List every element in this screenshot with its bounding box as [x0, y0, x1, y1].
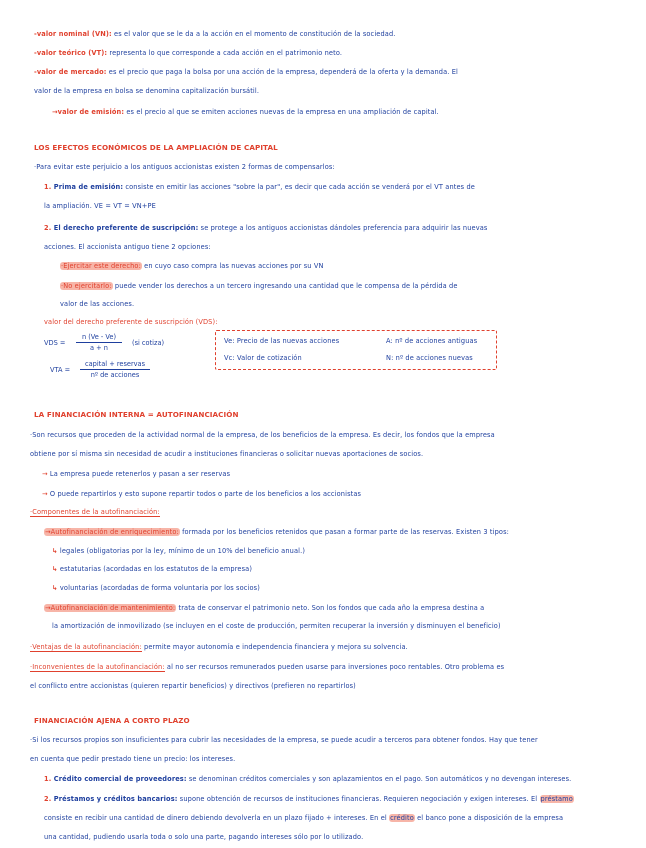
note-text: obtiene por sí misma sin necesidad de acudir a instituciones financieras o solicitar nuevas aportaciones de socios. [30, 450, 424, 458]
note-text: una cantidad, pudiendo usarla toda o solo una parte, pagando intereses sólo por lo utilizado. [44, 833, 364, 841]
note-text: -valor nominal (VN): [34, 30, 112, 38]
note-text: el banco pone a disposición de la empresa [414, 814, 564, 822]
vta-denominator: nº de acciones [90, 371, 140, 379]
note-line [44, 604, 484, 613]
note-text: valor de la empresa en bolsa se denomina capitalización bursátil. [34, 87, 260, 95]
note-text: → [42, 490, 48, 498]
note-text: préstamo [540, 795, 573, 803]
note-text: es el precio que paga la bolsa por una acción de la empresa, dependerá de la oferta y la demanda. El [106, 68, 458, 76]
note-text: crédito [390, 814, 414, 822]
note-text: la ampliación. VE = VT = VN+PE [44, 202, 156, 210]
note-text: consiste en recibir una cantidad de dinero debiendo devolverla en un plazo fijado + intereses. En el [44, 814, 390, 822]
note-line [44, 795, 574, 804]
note-text: formada por los beneficios retenidos que pasan a formar parte de las reservas. Existen 3 tipos: [179, 528, 509, 536]
note-text: →Autofinanciación de mantenimiento: [45, 604, 176, 612]
vta-numerator: capital + reservas [84, 360, 146, 368]
note-text: 1. [44, 775, 52, 783]
note-text: valor del derecho preferente de suscripción (VDS): [44, 318, 218, 326]
note-text: trata de conservar el patrimonio neto. Son los fondos que cada año la empresa destina a [176, 604, 485, 612]
note-text: al no ser recursos remunerados pueden usarse para inversiones poco rentables. Otro problema es [164, 663, 505, 671]
note-line [30, 736, 538, 745]
note-text: supone obtención de recursos de instituciones financieras. Requieren negociación y exigen intereses. El [177, 795, 540, 803]
note-line [60, 300, 134, 309]
note-text: ·Si los recursos propios son insuficientes para cubrir las necesidades de la empresa, se puede acudir a terceros para obtener fondos. Hay que tener [30, 736, 538, 744]
note-line [30, 663, 504, 672]
note-line [30, 431, 495, 440]
note-text: O puede repartirlos y esto supone repartir todos o parte de los beneficios a los accionistas [47, 490, 362, 498]
note-line [30, 508, 160, 517]
note-text: acciones. El accionista antiguo tiene 2 opciones: [44, 243, 211, 251]
legend-ve: Ve: Precio de las nuevas acciones [224, 337, 340, 345]
note-line [42, 490, 361, 499]
note-line [44, 243, 211, 252]
note-text: →Autofinanciación de enriquecimiento: [45, 528, 179, 536]
note-line [52, 622, 501, 631]
note-text: el conflicto entre accionistas (quieren repartir beneficios) y directivos (prefieren no repartirlos) [30, 682, 356, 690]
legend-a: A: nº de acciones antiguas [386, 337, 478, 345]
note-line [52, 547, 305, 556]
note-line [34, 410, 239, 420]
note-text: ·Son recursos que proceden de la actividad normal de la empresa, de los beneficios de la empresa. Es decir, los fondos que la empresa [30, 431, 495, 439]
note-line [44, 183, 475, 192]
note-line [44, 224, 487, 233]
note-text: LA FINANCIACIÓN INTERNA = AUTOFINANCIACIÓN [34, 410, 239, 419]
note-line [44, 202, 156, 211]
note-line [44, 814, 563, 823]
note-text: en cuenta que pedir prestado tiene un precio: los intereses. [30, 755, 236, 763]
vta-label: VTA = [50, 366, 71, 374]
note-line [44, 775, 571, 784]
vds-note: (si cotiza) [132, 339, 165, 347]
legend-vc: Vc: Valor de cotización [224, 354, 302, 362]
note-text: estatutarias (acordadas en los estatutos de la empresa) [57, 565, 253, 573]
note-line [34, 68, 458, 77]
note-text: 2. [44, 795, 52, 803]
note-text: Préstamos y créditos bancarios: [51, 795, 178, 803]
note-line [52, 565, 252, 574]
note-text: ·Ejercitar este derecho: [61, 262, 141, 270]
note-line [34, 163, 335, 172]
note-text: Prima de emisión: [51, 183, 124, 191]
note-line [30, 450, 423, 459]
vds-fraction [76, 333, 122, 352]
variables-legend-box [215, 330, 497, 370]
note-line [30, 643, 408, 652]
vds-numerator: n (Ve - Ve) [81, 333, 117, 341]
note-text: se protege a los antiguos accionistas dándoles preferencia para adquirir las nuevas [198, 224, 488, 232]
note-text: ↳ [52, 584, 58, 592]
note-text: permite mayor autonomía e independencia financiera y mejora su solvencia. [141, 643, 408, 651]
note-text: es el valor que se le da a la acción en el momento de constitución de la sociedad. [111, 30, 396, 38]
note-text: se denominan créditos comerciales y son aplazamientos en el pago. Son automáticos y no devengan intereses. [186, 775, 572, 783]
note-text: -valor de mercado: [34, 68, 107, 76]
note-text: consiste en emitir las acciones "sobre la par", es decir que cada acción se venderá por el VT antes de [123, 183, 475, 191]
vds-denominator: a + n [90, 344, 108, 352]
note-line [60, 282, 458, 291]
note-line [34, 143, 278, 153]
note-text: Crédito comercial de proveedores: [51, 775, 187, 783]
note-line [34, 30, 396, 39]
note-text: FINANCIACIÓN AJENA A CORTO PLAZO [34, 716, 190, 725]
note-text: ↳ [52, 565, 58, 573]
note-text: representa lo que corresponde a cada acción en el patrimonio neto. [107, 49, 343, 57]
note-text: El derecho preferente de suscripción: [51, 224, 199, 232]
note-text: la amortización de inmovilizado (se incluyen en el coste de producción, permiten recuperar la inversión y disminuyen el beneficio) [52, 622, 501, 630]
note-text: →valor de emisión: [52, 108, 125, 116]
vds-label: VDS = [44, 339, 66, 347]
note-text: legales (obligatorias por la ley, mínimo de un 10% del beneficio anual.) [57, 547, 306, 555]
note-text: -valor teórico (VT): [34, 49, 108, 57]
note-line [34, 716, 190, 726]
note-text: en cuyo caso compra las nuevas acciones por su VN [141, 262, 324, 270]
note-line [44, 833, 363, 842]
fraction-bar [80, 369, 150, 370]
legend-n: N: nº de acciones nuevas [386, 354, 473, 362]
note-line [52, 584, 260, 593]
note-text: 1. [44, 183, 52, 191]
note-text: ·Para evitar este perjuicio a los antiguos accionistas existen 2 formas de compensarlos: [34, 163, 335, 171]
note-text: voluntarias (acordadas de forma voluntaria por los socios) [57, 584, 260, 592]
note-text: ·Inconvenientes de la autofinanciación: [30, 663, 165, 671]
vta-fraction [80, 360, 150, 379]
note-line [34, 49, 342, 58]
note-line [44, 318, 218, 327]
note-line [30, 755, 235, 764]
note-text: 2. [44, 224, 52, 232]
note-text: LOS EFECTOS ECONÓMICOS DE LA AMPLIACIÓN DE CAPITAL [34, 143, 278, 152]
note-text: valor de las acciones. [60, 300, 135, 308]
note-text: ·No ejercitarlo: [61, 282, 112, 290]
note-text: es el precio al que se emiten acciones nuevas de la empresa en una ampliación de capital. [124, 108, 439, 116]
fraction-bar [76, 342, 122, 343]
note-text: → [42, 470, 48, 478]
note-line [34, 87, 259, 96]
note-text: puede vender los derechos a un tercero ingresando una cantidad que le compensa de la pérdida de [112, 282, 458, 290]
note-line [30, 682, 356, 691]
note-text: La empresa puede retenerlos y pasan a ser reservas [47, 470, 231, 478]
note-line [52, 108, 439, 117]
note-line [44, 528, 509, 537]
note-text: ·Componentes de la autofinanciación: [30, 508, 160, 516]
note-line [60, 262, 324, 271]
note-line [42, 470, 230, 479]
note-text: ·Ventajas de la autofinanciación: [30, 643, 142, 651]
note-text: ↳ [52, 547, 58, 555]
